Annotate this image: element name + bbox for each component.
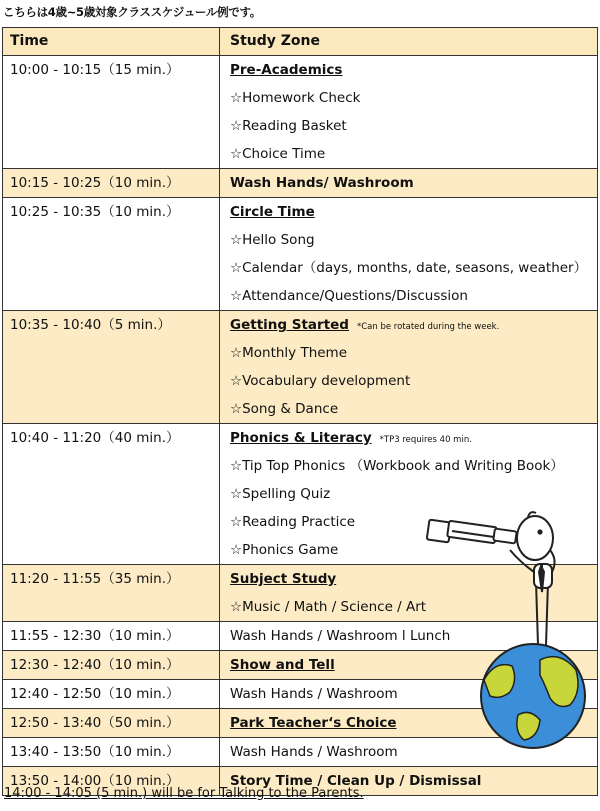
row-time: 10:15 - 10:25（10 min.） xyxy=(10,175,180,191)
list-item: ☆Spelling Quiz xyxy=(230,486,331,502)
list-item: ☆Attendance/Questions/Discussion xyxy=(230,288,468,304)
row-time: 12:30 - 12:40（10 min.） xyxy=(10,657,180,673)
row-title: Show and Tell xyxy=(230,657,335,673)
list-item: ☆Choice Time xyxy=(230,146,326,162)
row-title: Phonics & Literacy xyxy=(230,430,372,446)
row-title: Getting Started xyxy=(230,317,349,333)
table-row xyxy=(3,169,598,198)
list-item: ☆Reading Practice xyxy=(230,514,356,530)
row-time: 10:40 - 11:20（40 min.） xyxy=(10,430,180,446)
list-item: ☆Phonics Game xyxy=(230,542,339,558)
table-row xyxy=(3,311,598,424)
row-time: 12:50 - 13:40（50 min.） xyxy=(10,715,180,731)
telescope-icon xyxy=(427,520,517,544)
row-title: Wash Hands/ Washroom xyxy=(230,175,414,191)
list-item: ☆Monthly Theme xyxy=(230,345,348,361)
list-item: ☆Calendar（days, months, date, seasons, weather） xyxy=(230,260,588,276)
table-header-row xyxy=(3,28,598,56)
list-item: ☆Music / Math / Science / Art xyxy=(230,599,427,615)
row-note: *Can be rotated during the week. xyxy=(356,322,500,332)
list-item: ☆Tip Top Phonics （Workbook and Writing Book） xyxy=(230,458,564,474)
row-time: 13:50 - 14:00（10 min.） xyxy=(10,773,180,789)
header-study-zone: Study Zone xyxy=(220,28,598,56)
row-title: Story Time / Clean Up / Dismissal xyxy=(230,773,482,789)
footer-note: 14:00 - 14:05 (5 min.) will be for Talking to the Parents. xyxy=(4,786,364,801)
row-title: Wash Hands / Washroom l Lunch xyxy=(230,628,451,644)
row-title: Subject Study xyxy=(230,571,337,587)
row-title: Wash Hands / Washroom xyxy=(230,686,398,702)
table-row xyxy=(3,56,598,169)
list-item: ☆Song & Dance xyxy=(230,401,339,417)
row-note: *TP3 requires 40 min. xyxy=(379,435,472,445)
row-title: Wash Hands / Washroom xyxy=(230,744,398,760)
list-item: ☆Homework Check xyxy=(230,90,361,106)
row-title: Park Teacher‘s Choice xyxy=(230,715,397,731)
row-time: 11:55 - 12:30（10 min.） xyxy=(10,628,180,644)
row-title: Pre-Academics xyxy=(230,62,343,78)
row-time: 10:00 - 10:15（15 min.） xyxy=(10,62,180,78)
row-time: 12:40 - 12:50（10 min.） xyxy=(10,686,180,702)
list-item: ☆Reading Basket xyxy=(230,118,347,134)
list-item: ☆Hello Song xyxy=(230,232,315,248)
telescope-globe-illustration-icon xyxy=(400,500,595,750)
row-time: 10:35 - 10:40（5 min.） xyxy=(10,317,171,333)
row-time: 11:20 - 11:55（35 min.） xyxy=(10,571,180,587)
header-time: Time xyxy=(3,28,220,56)
page-heading: こちらは4歳~5歳対象クラススケジュール例です。 xyxy=(3,5,261,19)
row-time: 10:25 - 10:35（10 min.） xyxy=(10,204,180,220)
row-title: Circle Time xyxy=(230,204,315,220)
list-item: ☆Vocabulary development xyxy=(230,373,411,389)
globe-icon xyxy=(481,644,585,748)
row-time: 13:40 - 13:50（10 min.） xyxy=(10,744,180,760)
table-row xyxy=(3,198,598,311)
